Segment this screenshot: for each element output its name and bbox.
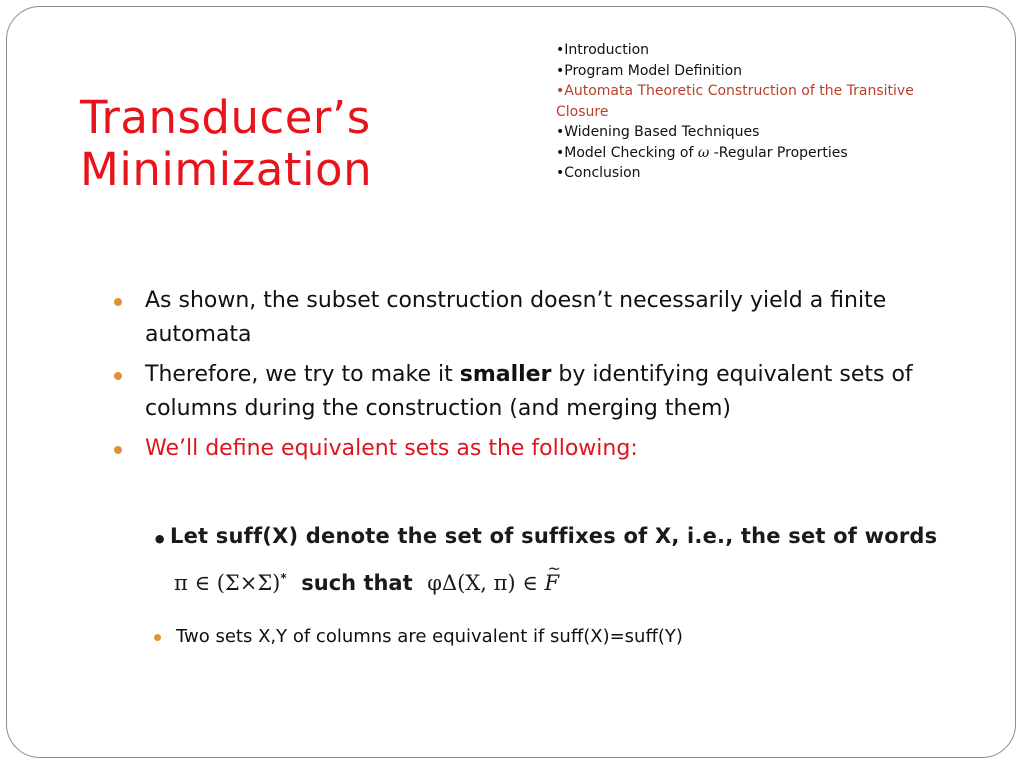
equivalence-text: Two sets X,Y of columns are equivalent if suff(X)=suff(Y): [176, 626, 683, 647]
bullet-equivalent-sets: [112, 432, 972, 466]
pi-in-sigma-formula: π ∈ (Σ×Σ): [174, 571, 281, 595]
bullet-text: We’ll define equivalent sets as the following:: [145, 436, 638, 461]
outline-model-checking-prefix: •Model Checking of: [556, 144, 698, 161]
title-line-2: Minimization: [80, 143, 373, 196]
title-line-1: Transducer’s: [80, 91, 371, 144]
bullet-dot-icon: [114, 446, 122, 454]
suffix-definition: [148, 520, 978, 599]
bullet-text-after: by identifying equivalent sets of columns during the construction (and merging them): [145, 362, 913, 421]
equivalence-bullet: [152, 622, 996, 652]
outline-model-checking-suffix: -Regular Properties: [709, 144, 848, 161]
outline-item-widening: •Widening Based Techniques: [556, 124, 760, 140]
bullet-dot-icon: [114, 298, 122, 306]
outline-item-automata-construction: •Automata Theoretic Construction of the Transitive Closure: [556, 83, 914, 120]
definition-line-1: [148, 520, 978, 552]
bullet-subset-construction: [112, 284, 972, 352]
f-tilde-symbol: ~ F: [545, 567, 560, 599]
kleene-star: *: [280, 571, 287, 585]
sub-bullet-icon: •: [152, 526, 168, 554]
slide-title: [80, 92, 480, 196]
bullet-bold-smaller: smaller: [459, 362, 552, 387]
such-that-text: such that: [301, 571, 413, 595]
outline-item-conclusion: •Conclusion: [556, 165, 641, 181]
outline-item-introduction: •Introduction: [556, 42, 650, 58]
outline-list: [556, 40, 916, 184]
outline-item-program-model: •Program Model Definition: [556, 62, 743, 79]
omega-symbol: ω: [697, 144, 710, 161]
definition-text: Let suff(X) denote the set of suffixes of X, i.e., the set of words: [170, 524, 938, 548]
bullet-text: As shown, the subset construction doesn’t necessarily yield a finite automata: [145, 288, 887, 347]
bullet-dot-icon: [154, 634, 161, 641]
outline-item-model-checking: [556, 143, 916, 164]
definition-line-2: [148, 562, 978, 599]
bullet-text-before: Therefore, we try to make it: [145, 362, 460, 387]
bullet-dot-icon: [114, 372, 122, 380]
bullet-smaller: [112, 358, 972, 426]
phi-delta-formula: φΔ(X, π) ∈: [427, 571, 545, 595]
main-bullets: [112, 284, 972, 472]
